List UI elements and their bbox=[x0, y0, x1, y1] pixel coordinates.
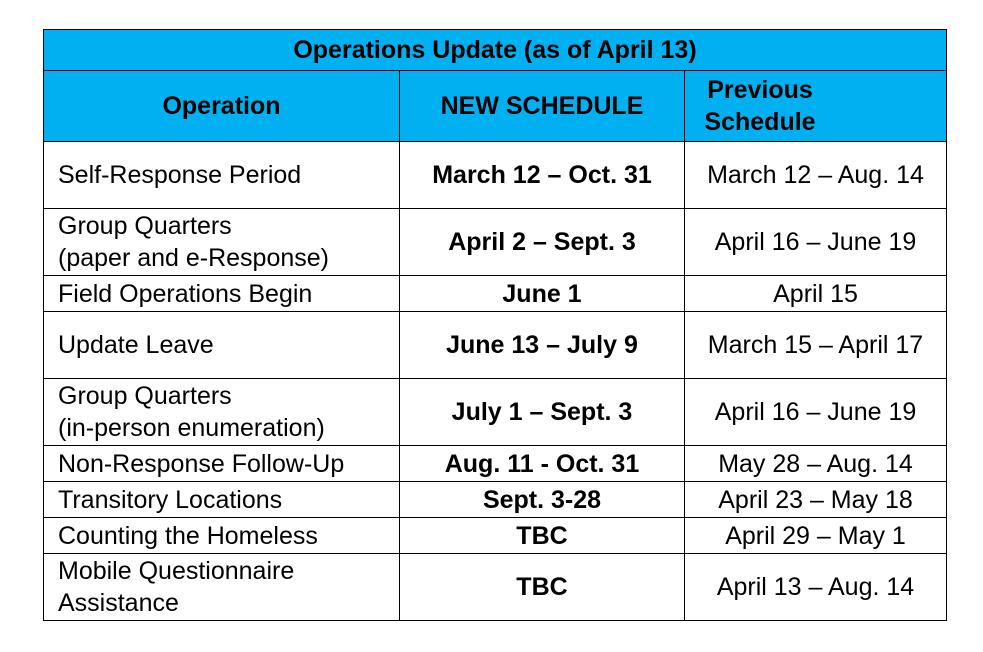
table-row bbox=[44, 482, 947, 518]
operation-line-1: Group Quarters bbox=[58, 212, 232, 240]
previous-schedule-cell bbox=[685, 142, 947, 209]
previous-schedule-cell: April 29 – May 1 bbox=[685, 518, 947, 554]
operation-cell bbox=[44, 209, 400, 276]
table-row bbox=[44, 276, 947, 312]
previous-schedule-cell: April 16 – June 19 bbox=[685, 209, 947, 276]
operation-cell bbox=[44, 379, 400, 446]
table-title: Operations Update (as of April 13) bbox=[44, 30, 947, 71]
previous-schedule-cell: April 16 – June 19 bbox=[685, 379, 947, 446]
header-previous-schedule-text: Previous Schedule bbox=[704, 76, 816, 136]
new-schedule-cell: Sept. 3-28 bbox=[400, 482, 685, 518]
operation-cell: Non-Response Follow-Up bbox=[44, 446, 400, 482]
operation-cell bbox=[44, 554, 400, 621]
table-row bbox=[44, 554, 947, 621]
new-schedule-cell: Aug. 11 - Oct. 31 bbox=[400, 446, 685, 482]
table-row bbox=[44, 142, 947, 209]
header-operation: Operation bbox=[44, 71, 400, 142]
new-schedule-cell: June 1 bbox=[400, 276, 685, 312]
operation-cell: Transitory Locations bbox=[44, 482, 400, 518]
header-new-schedule: NEW SCHEDULE bbox=[400, 71, 685, 142]
previous-schedule-cell: April 23 – May 18 bbox=[685, 482, 947, 518]
operation-line-1: Mobile Questionnaire bbox=[58, 557, 295, 585]
previous-schedule-text: March 12 – Aug. 14 bbox=[707, 161, 924, 189]
new-schedule-cell: July 1 – Sept. 3 bbox=[400, 379, 685, 446]
new-schedule-cell: TBC bbox=[400, 554, 685, 621]
operation-line-1: Group Quarters bbox=[58, 382, 232, 410]
operation-cell: Update Leave bbox=[44, 312, 400, 379]
table-row bbox=[44, 446, 947, 482]
new-schedule-cell: June 13 – July 9 bbox=[400, 312, 685, 379]
new-schedule-cell: March 12 – Oct. 31 bbox=[400, 142, 685, 209]
previous-schedule-text: March 15 – April 17 bbox=[707, 331, 924, 359]
operations-table bbox=[43, 29, 947, 621]
previous-schedule-cell: April 15 bbox=[685, 276, 947, 312]
title-row bbox=[44, 30, 947, 71]
operation-cell: Field Operations Begin bbox=[44, 276, 400, 312]
operation-line-2: (in-person enumeration) bbox=[58, 414, 325, 442]
operation-cell: Counting the Homeless bbox=[44, 518, 400, 554]
new-schedule-cell: April 2 – Sept. 3 bbox=[400, 209, 685, 276]
table-row bbox=[44, 379, 947, 446]
header-previous-schedule bbox=[685, 71, 947, 142]
table-row bbox=[44, 209, 947, 276]
operation-line-2: (paper and e-Response) bbox=[58, 244, 329, 272]
header-row bbox=[44, 71, 947, 142]
table-row bbox=[44, 518, 947, 554]
previous-schedule-cell bbox=[685, 312, 947, 379]
operation-line-2: Assistance bbox=[58, 589, 179, 617]
operation-cell: Self-Response Period bbox=[44, 142, 400, 209]
previous-schedule-cell: April 13 – Aug. 14 bbox=[685, 554, 947, 621]
previous-schedule-cell: May 28 – Aug. 14 bbox=[685, 446, 947, 482]
new-schedule-cell: TBC bbox=[400, 518, 685, 554]
table-row bbox=[44, 312, 947, 379]
